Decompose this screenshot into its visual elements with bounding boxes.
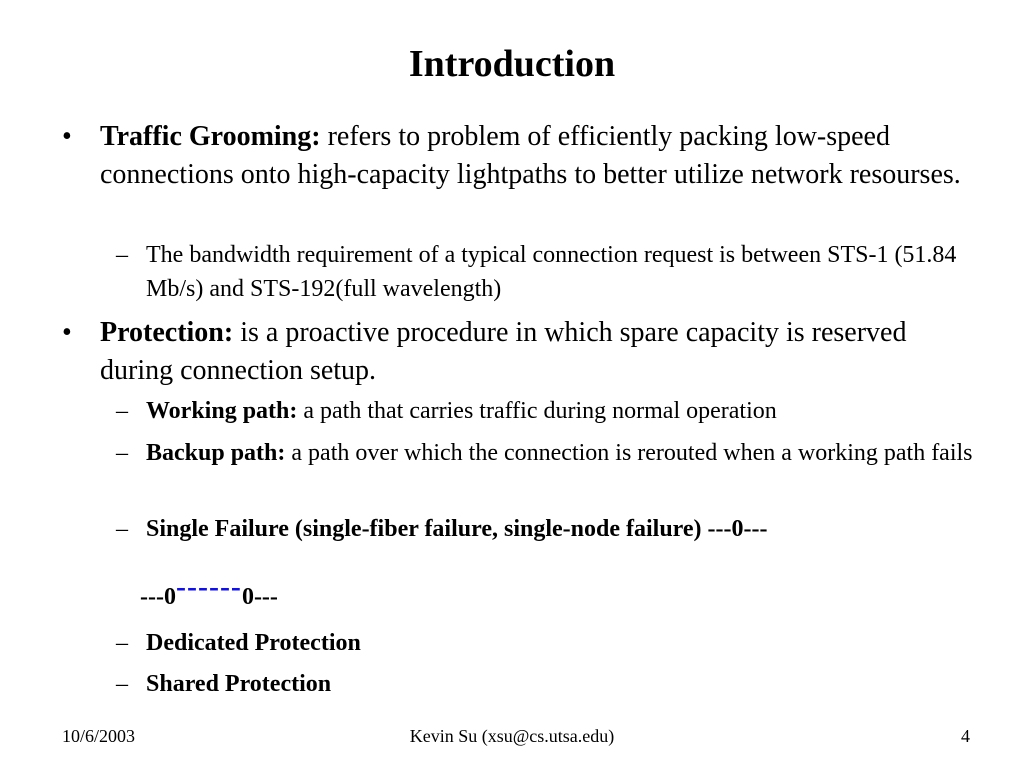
subitem-term: Working path: [146,398,298,424]
diagram-right: 0--- [241,584,278,610]
slide-title: Introduction [408,43,616,85]
footer-page-number: 4 [961,726,970,746]
footer-author: Kevin Su (xsu@cs.utsa.edu) [409,726,615,746]
subitem-marker: – [116,630,128,656]
subitem-text: The bandwidth requirement of a typical connection request is between STS-1 (51.84 Mb/s) and STS-192(full wavelength) [146,242,957,302]
footer-date: 10/6/2003 [62,726,136,746]
subitem-text: a path that carries traffic during normal operation [297,398,777,424]
subitem-term: Shared Protection [146,671,332,697]
subitem-marker: – [116,398,128,424]
bullet-text: refers to problem of efficiently packing low-speed connections onto high-capacity lightpaths to better utilize network resourses. [100,121,961,190]
subitem-marker: – [116,440,128,466]
subitem-text: a path over which the connection is rerouted when a working path fails [285,440,973,466]
subitem-marker: – [116,671,128,697]
bullet-traffic-grooming [100,118,980,194]
bullet-marker: • [62,121,72,152]
bullet-term: Protection: [100,317,234,348]
subitem-working-path [146,394,976,428]
diagram-left: ---0 [140,584,176,610]
path-diagram [140,570,278,614]
subitem-shared-protection [146,667,976,701]
subitem-backup-path [146,436,976,470]
subitem-bandwidth [146,238,976,306]
diagram-dashed-link: ------ [175,570,242,603]
bullet-term: Traffic Grooming: [100,121,321,152]
subitem-term: Backup path: [146,440,286,466]
subitem-term: Dedicated Protection [146,630,361,656]
subitem-term: Single Failure (single-fiber failure, single-node failure) ---0--- [146,516,768,542]
bullet-marker: • [62,317,72,348]
subitem-single-failure [146,512,976,546]
bullet-protection [100,314,980,390]
subitem-dedicated-protection [146,626,976,660]
subitem-marker: – [116,242,128,268]
subitem-marker: – [116,516,128,542]
bullet-text: is a proactive procedure in which spare capacity is reserved during connection setup. [100,317,907,386]
